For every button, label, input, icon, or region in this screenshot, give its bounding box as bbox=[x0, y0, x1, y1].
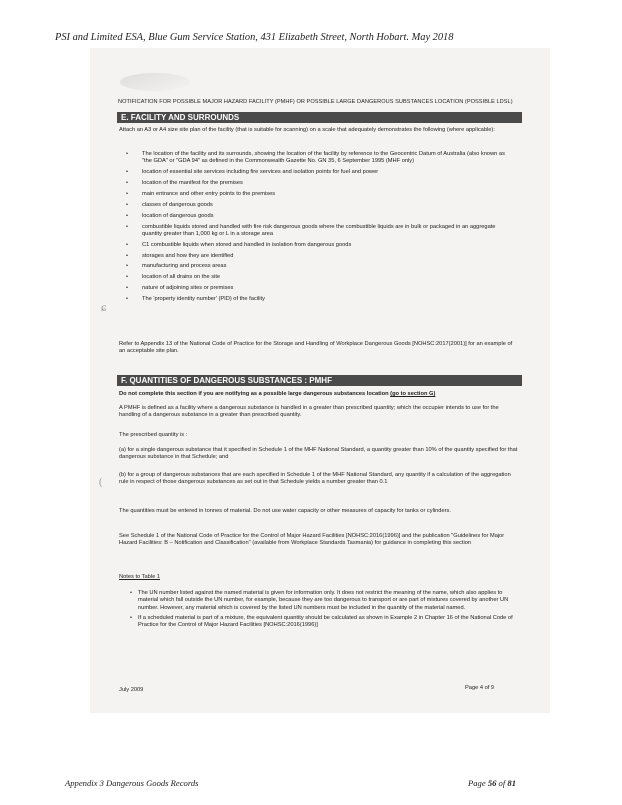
notes-list bbox=[130, 590, 520, 632]
notes-heading: Notes to Table 1 bbox=[119, 574, 160, 580]
list-item: • If a scheduled material is part of a mixture, the equivalent quantity should be calculated as shown in Example 2 in Chapter 16 of the National Code of Practice for the Control of Major Hazard Facilities [NOHSC:2016(1996)] bbox=[130, 614, 513, 629]
pdf-page-number: Page 56 of 81 bbox=[468, 778, 516, 788]
list-item: • manufacturing and process areas bbox=[126, 263, 227, 270]
prescribed-quantity-b: (b) for a group of dangerous substances that are each specified in Schedule 1 of the MHF National Standard, any quantity if a calculation of the aggregation rule in respect of those dangerous substances as set out in that Schedule yields a number greater than 0.1 bbox=[119, 472, 511, 485]
list-item: • location of all drains on the site bbox=[126, 274, 221, 281]
pmhf-definition: A PMHF is defined as a facility where a dangerous substance is handled in a greater than prescribed quantity; which the occupier intends to use for the handling of a dangerous substance in a greater than prescribed quantity. bbox=[119, 405, 499, 418]
list-item: • main entrance and other entry points to the premises bbox=[126, 190, 276, 197]
list-item: • The 'property identity number' (PID) of the facility bbox=[126, 296, 265, 303]
handwritten-mark: ( bbox=[99, 477, 103, 488]
list-item: • location of essential site services including fire services and isolation points for fuel and power bbox=[126, 169, 379, 176]
form-title: NOTIFICATION FOR POSSIBLE MAJOR HAZARD FACILITY (PMHF) OR POSSIBLE LARGE DANGEROUS SUBSTANCES LOCATION (POSSIBLE LDSL) bbox=[118, 99, 513, 105]
list-item: • nature of adjoining sites or premises bbox=[126, 285, 234, 292]
list-item: • C1 combustible liquids when stored and handled in isolation from dangerous goods bbox=[126, 241, 352, 248]
section-f-heading: F. QUANTITIES OF DANGEROUS SUBSTANCES : PMHF bbox=[117, 375, 522, 386]
prescribed-quantity-a: (a) for a single dangerous substance that it specified in Schedule 1 of the MHF National Standard, a quantity greater than 10% of the quantity specified for that dangerous substance in that Schedule; and bbox=[119, 447, 518, 460]
list-item: • location of dangerous goods bbox=[126, 212, 214, 219]
prescribed-quantity-label: The prescribed quantity is : bbox=[119, 432, 188, 438]
handwritten-mark: ɕ bbox=[101, 300, 107, 314]
pdf-running-footer: Appendix 3 Dangerous Goods Records bbox=[65, 778, 199, 788]
list-item: • combustible liquids stored and handled with fire risk dangerous goods where the combustible liquids are in bulk or packaged in an aggregate quantity greater than 1,000 kg or L in a storage area bbox=[126, 223, 496, 237]
go-to-section-g-link: (go to section G) bbox=[390, 391, 436, 397]
section-e-intro: Attach an A3 or A4 size site plan of the facility (that is suitable for scanning) on a scale that adequately demonstrates the following (where applicable): bbox=[119, 127, 495, 133]
list-item: • classes of dangerous goods bbox=[126, 201, 213, 208]
list-item: • The location of the facility and its surrounds, showing the location of the facility by reference to the Geocentric Datum of Australia (also known as "the GDA" or "GDA 94" as defined in the Commonwealth Gazette No. GN 35, 6 September 1995 (MHF only) bbox=[126, 151, 505, 165]
list-item: • storages and how they are identified bbox=[126, 252, 234, 259]
tonnes-instruction: The quantities must be entered in tonnes of material. Do not use water capacity or other measures of capacity for tanks or cylinders. bbox=[119, 508, 451, 514]
section-e-heading: E. FACILITY AND SURROUNDS bbox=[117, 112, 522, 123]
site-plan-requirements-list bbox=[124, 151, 514, 307]
list-item: • location of the manifest for the premises bbox=[126, 179, 243, 186]
pdf-running-header: PSI and Limited ESA, Blue Gum Service Station, 431 Elizabeth Street, North Hobart. May 2018 bbox=[55, 32, 454, 43]
site-plan-reference: Refer to Appendix 13 of the National Code of Practice for the Storage and Handling of Workplace Dangerous Goods [NOHSC:2017(2001)] for an example of an acceptable site plan. bbox=[119, 341, 513, 354]
guidance-reference: See Schedule 1 of the National Code of Practice for the Control of Major Hazard Facilities [NOHSC:2016(1996)] and the publication "Guidelines for Major Hazard Facilities: B – Notification and Classification" (available from Workplace Standards Tasmania) for guidance in completing this section bbox=[119, 533, 505, 546]
scan-footer-page: Page 4 of 9 bbox=[465, 685, 495, 691]
section-f-warning: Do not complete this section if you are notifying as a possible large dangerous substances location (go to section G) bbox=[119, 391, 436, 397]
scan-footer-date: July 2009 bbox=[119, 687, 144, 693]
scan-smudge bbox=[120, 73, 190, 91]
list-item: • The UN number listed against the named material is given for information only. It does not restrict the meaning of the name, which also applies to material which fall outside the UN number, for example, because they are too dangerous to transport or are part of mixtures covered by another UN number. However, any material which is covered by the listed UN numbers must be included in the quantity of the material named. bbox=[130, 590, 509, 611]
